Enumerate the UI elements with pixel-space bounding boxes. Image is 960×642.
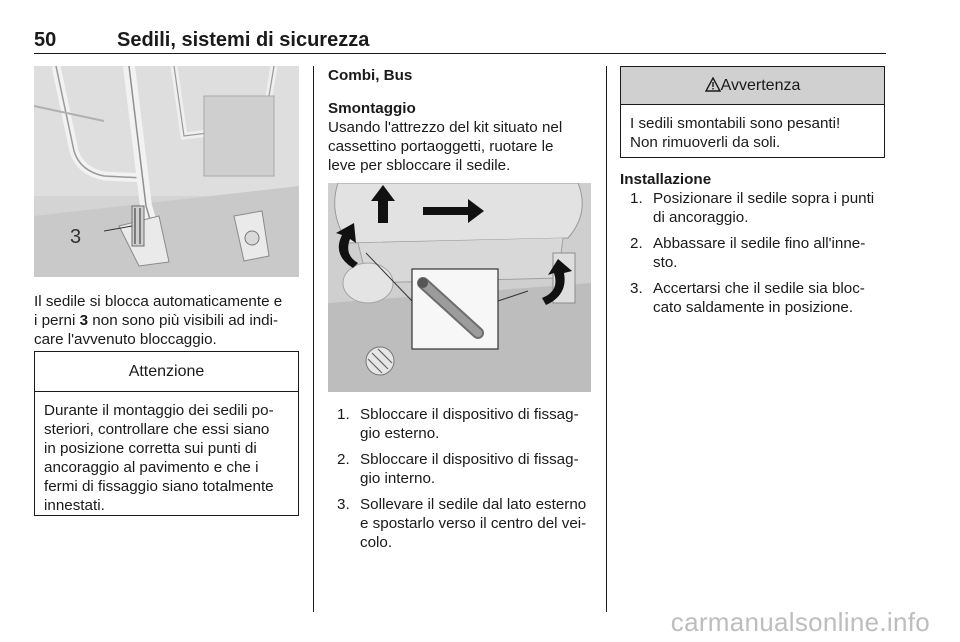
page-number: 50	[34, 29, 57, 51]
page-title: Sedili, sistemi di sicurezza	[117, 29, 370, 51]
attention-body: Durante il montaggio dei sedili po- steriori, controllare che essi siano in posizione corretta sui punti di ancoraggio al pavimento e che i fermi di fissaggio siano totalmente innestati.	[44, 402, 274, 514]
section-heading-combi-bus: Combi, Bus	[328, 67, 413, 84]
subheading-smontaggio: Smontaggio	[328, 100, 416, 117]
install-steps	[630, 189, 886, 324]
warning-header	[621, 67, 884, 105]
seat-release-illustration	[328, 183, 591, 392]
seat-pin-illustration	[34, 66, 299, 277]
removal-intro: Usando l'attrezzo del kit situato nel cassettino portaoggetti, ruotare le leve per sbloccare il sedile.	[328, 119, 563, 174]
removal-step: 3. Sollevare il sedile dal lato esterno e spostarlo verso il centro del vei- colo.	[337, 496, 587, 551]
install-step: 1. Posizionare il sedile sopra i punti di ancoraggio.	[630, 190, 875, 226]
attention-box	[34, 351, 299, 516]
warning-triangle-icon	[705, 77, 721, 92]
attention-title: Attenzione	[35, 352, 298, 392]
watermark: carmanualsonline.info	[670, 607, 930, 637]
left-paragraph: Il sedile si blocca automaticamente e i perni 3 non sono più visibili ad indi- care l'avvenuto bloccaggio.	[34, 293, 283, 348]
install-step: 2. Abbassare il sedile fino all'inne- sto.	[630, 235, 866, 271]
removal-step: 1. Sbloccare il dispositivo di fissag- gio esterno.	[337, 406, 579, 442]
warning-title: Avvertenza	[720, 77, 801, 94]
pin-number-ref: 3	[79, 312, 89, 329]
warning-box	[620, 66, 885, 158]
removal-step: 2. Sbloccare il dispositivo di fissag- gio interno.	[337, 451, 579, 487]
column-divider-right	[606, 66, 607, 612]
install-step: 3. Accertarsi che il sedile sia bloc- cato saldamente in posizione.	[630, 280, 865, 316]
figure-callout-3: 3	[70, 226, 82, 248]
removal-steps	[337, 405, 593, 559]
column-divider-left	[313, 66, 314, 612]
header-rule	[34, 53, 886, 54]
subheading-installazione: Installazione	[620, 171, 712, 188]
warning-body: I sedili smontabili sono pesanti! Non rimuoverli da soli.	[630, 115, 841, 151]
